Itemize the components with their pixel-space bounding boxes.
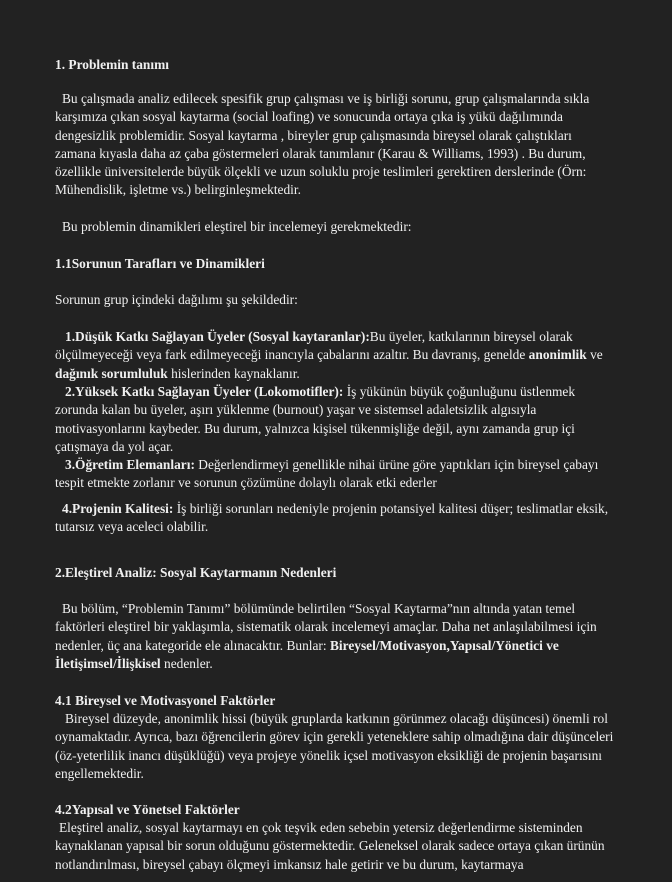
list-item: 3.Öğretim Elemanları: Değerlendirmeyi genellikle nihai ürüne göre yaptıkları için bireysel çabayı tespit etmekte zorlanır ve sorunun çözümüne dolaylı olarak etki ederler <box>55 457 599 491</box>
section-4-1-paragraph: Bireysel düzeyde, anonimlik hissi (büyük gruplarda katkının görünmez olacağı düşüncesi) önemli rol oynamaktadır. Ayrıca, bazı öğrencilerin görev için gerekli yeteneklere sahip olmadığına dair düşünceleri (öz-yeterlilik inancı düşüklüğü) veya projeye yönelik içsel motivasyon eksikliği de projenin başarısını engellemektedir. <box>55 711 614 781</box>
list-item-title: 1.Düşük Katkı Sağlayan Üyeler (Sosyal kaytaranlar): <box>65 329 370 344</box>
list-item: 1.Düşük Katkı Sağlayan Üyeler (Sosyal kaytaranlar):Bu üyeler, katkılarının bireysel olarak ölçülmeyeceği veya fark edilmeyeceği inancıyla çabalarını azaltır. Bu davranış, genelde anonimlik ve dağınık sorumluluk hislerinden kaynaklanır. <box>55 329 603 381</box>
section-1-heading: 1. Problemin tanımı <box>55 57 169 72</box>
list-item-title: 4.Projenin Kalitesi: <box>62 501 174 516</box>
section-2-paragraph: Bu bölüm, “Problemin Tanımı” bölümünde belirtilen “Sosyal Kaytarma”nın altında yatan temel faktörleri eleştirel bir yaklaşımla, sistematik olarak incelemeyi amaçlar. Daha net anlaşılabilmesi için nedenler, üç ana kategoride ele alınacaktır. Bunlar: Bireysel/Motivasyon,Yapısal/Yönetici ve İletişimsel/İlişkisel nedenler. <box>55 601 597 671</box>
list-item-title: 3.Öğretim Elemanları: <box>65 457 195 472</box>
section-1-paragraph-1: Bu çalışmada analiz edilecek spesifik grup çalışması ve iş birliği sorunu, grup çalışmalarında sıkla karşımıza çıkan sosyal kaytarma (social loafing) ve sonucunda ortaya çıka iş yükü dağılımında dengesizlik problemidir. Sosyal kaytarma , bireyler grup çalışmasında bireysel olarak çalıştıkları zamana kıyasla daha az çaba göstermeleri olarak tanımlanır (Karau & Williams, 1993) . Bu durum, özellikle üniversitelerde büyük ölçekli ve uzun soluklu proje teslimleri gerektiren derslerinde (Örn: Mühendislik, işletme vs.) belirginleşmektedir. <box>55 91 590 198</box>
section-1-paragraph-2: Bu problemin dinamikleri eleştirel bir incelemeyi gerekmektedir: <box>62 219 412 234</box>
section-4-2-paragraph: Eleştirel analiz, sosyal kaytarmayı en çok teşvik eden sebebin yetersiz değerlendirme sisteminden kaynaklanan yapısal bir sorun olduğunu göstermektedir. Geleneksel olarak sadece ortaya çıkan ürünün notlandırılması, bireysel çabayı ölçmeyi imkansız hale getirir ve bu durum, kaytarmaya <box>55 820 605 872</box>
section-2-heading: 2.Eleştirel Analiz: Sosyal Kaytarmanın Nedenleri <box>55 565 337 580</box>
section-1-1-intro: Sorunun grup içindeki dağılımı şu şekildedir: <box>55 292 298 307</box>
list-item: 2.Yüksek Katkı Sağlayan Üyeler (Lokomotifler): İş yükünün büyük çoğunluğunu üstlenmek zorunda kalan bu üyeler, aşırı yüklenme (burnout) yaşar ve sistemsel adaletsizlik algısıyla motivasyonlarını kaybeder. Bu durum, yalnızca kişisel tükenmişliğe değil, aynı zamanda grup içi çatışmaya da yol açar. <box>55 384 576 454</box>
list-item: 4.Projenin Kalitesi: İş birliği sorunları nedeniyle projenin potansiyel kalitesi düşer; teslimatlar eksik, tutarsız veya aceleci olabilir. <box>55 501 609 535</box>
section-4-2-heading: 4.2Yapısal ve Yönetsel Faktörler <box>55 802 240 817</box>
list-item-title: 2.Yüksek Katkı Sağlayan Üyeler (Lokomotifler): <box>65 384 344 399</box>
section-4-1-heading: 4.1 Bireysel ve Motivasyonel Faktörler <box>55 693 276 708</box>
section-1-1-heading: 1.1Sorunun Tarafları ve Dinamikleri <box>55 256 265 271</box>
